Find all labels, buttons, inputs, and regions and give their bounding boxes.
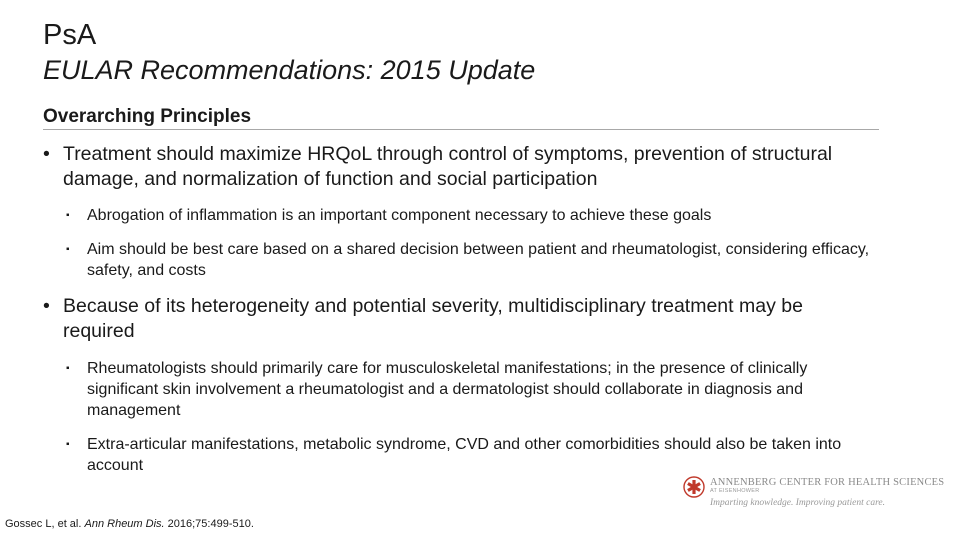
sub-bullet-item	[66, 205, 876, 226]
logo-subname: AT EISENHOWER	[710, 488, 760, 494]
sub-bullet-item	[66, 434, 876, 476]
citation-authors: Gossec L, et al.	[5, 518, 82, 530]
bullet-text: Because of its heterogeneity and potential severity, multidisciplinary treatment may be required	[63, 295, 803, 342]
sub-bullet-mark: ▪	[66, 210, 70, 221]
star-of-life-icon	[683, 476, 705, 498]
sub-bullet-item	[66, 358, 876, 421]
sub-bullet-mark: ▪	[66, 244, 70, 255]
bullet-mark: •	[43, 143, 50, 165]
sub-bullet-mark: ▪	[66, 363, 70, 374]
bullet-item	[43, 294, 863, 344]
bullet-mark: •	[43, 295, 50, 317]
sub-bullet-text: Rheumatologists should primarily care for musculoskeletal manifestations; in the presence of clinically significant skin involvement a rheumatologist and a dermatologist should collaborate in diagnosis and management	[87, 360, 808, 419]
bullet-text: Treatment should maximize HRQoL through control of symptoms, prevention of structural damage, and normalization of function and social participation	[63, 143, 833, 190]
page-title: PsA	[43, 19, 97, 51]
citation-details: 2016;75:499-510.	[167, 518, 254, 530]
logo-tagline: Imparting knowledge. Improving patient care.	[710, 498, 886, 508]
page-subtitle: EULAR Recommendations: 2015 Update	[43, 55, 536, 85]
logo-name: ANNENBERG CENTER FOR HEALTH SCIENCES	[710, 477, 945, 488]
heading-divider	[43, 129, 879, 130]
bullet-item	[43, 142, 863, 192]
sub-bullet-text: Aim should be best care based on a shared decision between patient and rheumatologist, considering efficacy, safety, and costs	[87, 241, 870, 279]
sub-bullet-text: Extra-articular manifestations, metabolic syndrome, CVD and other comorbidities should also be taken into account	[87, 436, 842, 474]
sub-bullet-item	[66, 239, 876, 281]
citation	[5, 517, 254, 531]
annenberg-logo	[683, 476, 945, 512]
sub-bullet-text: Abrogation of inflammation is an important component necessary to achieve these goals	[87, 207, 712, 224]
section-heading: Overarching Principles	[43, 106, 252, 127]
citation-journal: Ann Rheum Dis.	[84, 518, 165, 530]
sub-bullet-mark: ▪	[66, 439, 70, 450]
